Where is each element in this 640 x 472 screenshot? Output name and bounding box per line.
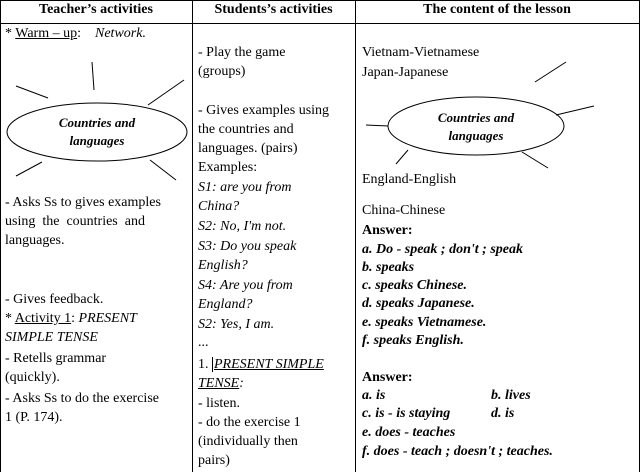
act1-label: Activity 1 <box>14 311 72 326</box>
content-diagram-line-2: languages <box>448 128 504 143</box>
content-e1: e. speaks Vietnamese. <box>362 315 487 330</box>
content-cn: China-Chinese <box>362 203 446 218</box>
content-c1: c. speaks Chinese. <box>362 278 467 293</box>
content-f2: f. does - teach ; doesn't ; teaches. <box>362 444 553 459</box>
content-a2: a. is <box>362 388 386 403</box>
present-num: 1. <box>198 357 212 372</box>
teacher-retell-2: (quickly). <box>5 370 60 385</box>
content-d2: d. is <box>491 406 515 421</box>
content-b2: b. lives <box>491 388 531 403</box>
content-answer2-label: Answer: <box>362 370 413 385</box>
students-dots: ... <box>198 335 209 350</box>
content-vn: Vietnam-Vietnamese <box>362 45 480 60</box>
content-diagram-label <box>388 109 564 145</box>
act1-title-1: PRESENT <box>78 311 137 326</box>
students-play-1: - Play the game <box>198 45 286 60</box>
students-s2b: S2: Yes, I am. <box>198 317 275 332</box>
warmup-sep: : <box>77 26 81 41</box>
students-ex-4: Examples: <box>198 160 258 175</box>
warmup-name: Network. <box>95 26 146 41</box>
act1-sep: : <box>71 311 79 326</box>
students-s1b: China? <box>198 199 240 214</box>
students-ex-2: the countries and <box>198 122 294 137</box>
content-diagram-spoke-1 <box>535 62 566 82</box>
warmup-marker: * <box>5 26 16 41</box>
content-en: England-English <box>362 172 457 187</box>
teacher-diagram-spoke-2 <box>92 62 94 90</box>
students-s1a: S1: are you from <box>198 180 292 195</box>
header-content: The content of the lesson <box>423 2 571 17</box>
present-title-1: PRESENT SIMPLE <box>214 357 324 372</box>
content-e2: e. does - teaches <box>362 425 456 440</box>
teacher-activity1-title-2: SIMPLE TENSE <box>5 330 98 345</box>
students-s4a: S4: Are you from <box>198 278 293 293</box>
header-teacher: Teacher’s activities <box>39 2 153 17</box>
students-play-2: (groups) <box>198 64 246 79</box>
teacher-diagram-spoke-5 <box>150 160 176 180</box>
content-jp: Japan-Japanese <box>362 65 449 80</box>
present-title-2: TENSE <box>198 376 240 391</box>
content-b1: b. speaks <box>362 260 415 275</box>
teacher-diagram-line-2: languages <box>69 133 125 148</box>
students-listen: - listen. <box>198 396 240 411</box>
content-a1: a. Do - speak ; don't ; speak <box>362 242 523 257</box>
content-diagram-spoke-3 <box>396 150 408 164</box>
students-do-2: (individually then <box>198 434 298 449</box>
content-d1: d. speaks Japanese. <box>362 296 475 311</box>
teacher-ask1-line1: - Asks Ss to gives examples <box>5 195 161 210</box>
students-do-1: - do the exercise 1 <box>198 415 301 430</box>
teacher-diagram-spoke-3 <box>148 80 184 105</box>
content-diagram-spoke-2 <box>366 125 388 126</box>
present-colon: : <box>239 376 244 391</box>
teacher-activity1 <box>5 310 137 328</box>
teacher-ask2-line1: - Asks Ss to do the exercise <box>5 391 159 406</box>
teacher-diagram-spoke-1 <box>16 86 48 98</box>
warmup-label: Warm – up <box>15 26 78 41</box>
content-diagram-spoke-4 <box>522 152 548 168</box>
act1-marker: * <box>5 311 15 326</box>
teacher-ask2-line2: 1 (P. 174). <box>5 410 63 425</box>
teacher-diagram-spoke-4 <box>16 162 42 176</box>
students-s4b: England? <box>198 297 253 312</box>
students-present-1 <box>198 356 324 374</box>
students-ex-1: - Gives examples using <box>198 103 330 118</box>
content-answer1-label: Answer: <box>362 223 413 238</box>
content-diagram-line-1: Countries and <box>437 110 515 125</box>
teacher-retell-1: - Retells grammar <box>5 351 107 366</box>
header-students: Students’s activities <box>214 2 333 17</box>
students-do-3: pairs) <box>198 453 230 468</box>
teacher-feedback: - Gives feedback. <box>5 292 104 307</box>
students-s2a: S2: No, I'm not. <box>198 219 287 234</box>
content-f1: f. speaks English. <box>362 333 464 348</box>
students-present-2 <box>198 375 244 393</box>
teacher-diagram-label <box>7 114 187 150</box>
students-s3a: S3: Do you speak <box>198 239 297 254</box>
students-s3b: English? <box>198 258 248 273</box>
content-c2: c. is - is staying <box>362 406 451 421</box>
teacher-ask1-line3: languages. <box>5 233 65 248</box>
teacher-diagram-line-1: Countries and <box>58 115 136 130</box>
teacher-warmup <box>5 25 146 43</box>
teacher-ask1-line2: using the countries and <box>5 214 145 229</box>
students-ex-3: languages. (pairs) <box>198 141 298 156</box>
